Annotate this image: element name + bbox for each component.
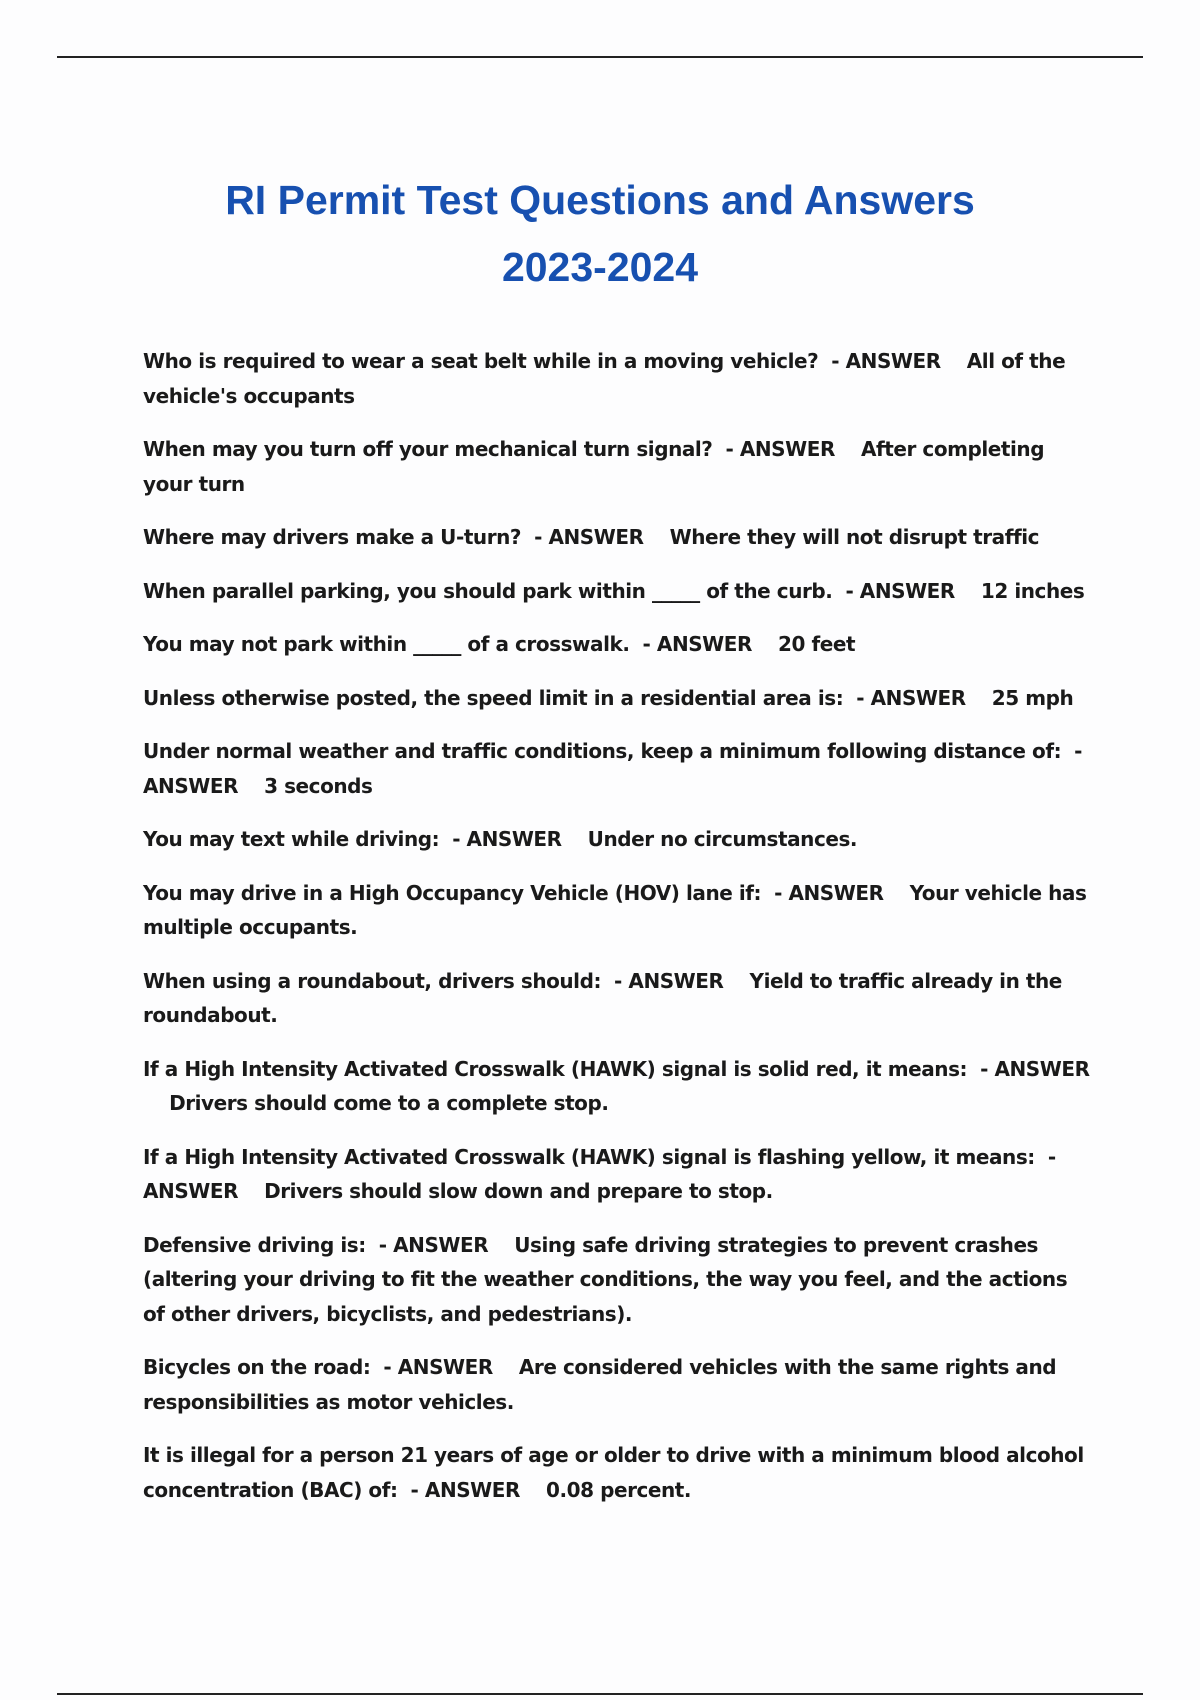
qa-list (143, 344, 1093, 1526)
answer-marker: - ANSWER (725, 437, 835, 461)
question-text: You may drive in a High Occupancy Vehicle (HOV) lane if: (143, 880, 762, 905)
answer-marker: - ANSWER (831, 349, 941, 373)
answer-text: All of the vehicle's occupants (143, 349, 1066, 408)
answer-text: Drivers should slow down and prepare to stop. (264, 1179, 773, 1203)
document-title (100, 167, 1100, 301)
question-text: Defensive driving is: (143, 1232, 366, 1257)
qa-item (143, 520, 1093, 555)
qa-item (143, 876, 1093, 945)
answer-text: Drivers should come to a complete stop. (169, 1091, 609, 1115)
qa-item (143, 734, 1093, 803)
question-text: You may text while driving: (143, 827, 440, 851)
answer-text: Under no circumstances. (587, 827, 858, 851)
question-text: It is illegal for a person 21 years of age or older to drive with a minimum blood alcohol concentration (BAC) of: (143, 1443, 1084, 1502)
answer-text: 3 seconds (264, 773, 373, 798)
qa-item (143, 1228, 1093, 1332)
answer-text: Where they will not disrupt traffic (669, 525, 1040, 549)
qa-item (143, 1140, 1093, 1209)
answer-text: 12 inches (980, 578, 1085, 603)
answer-text: Your vehicle has multiple occupants. (143, 880, 1087, 939)
qa-item (143, 344, 1093, 413)
answer-marker: - ANSWER (378, 1232, 489, 1257)
answer-marker: - ANSWER (980, 1056, 1090, 1081)
answer-text: 0.08 percent. (546, 1477, 692, 1502)
answer-marker: - ANSWER (143, 739, 1083, 798)
title-line-2: 2023-2024 (501, 244, 699, 291)
question-text: Under normal weather and traffic conditions, keep a minimum following distance of: (143, 739, 1062, 763)
answer-marker: - ANSWER (774, 880, 884, 905)
answer-text: After completing your turn (143, 437, 1045, 496)
answer-marker: - ANSWER (642, 632, 752, 656)
answer-text: Yield to traffic already in the roundabout. (143, 968, 1062, 1027)
qa-item (143, 1438, 1093, 1507)
top-rule (57, 56, 1143, 58)
answer-marker: - ANSWER (410, 1477, 520, 1502)
answer-text: 20 feet (778, 632, 856, 656)
answer-text: Using safe driving strategies to prevent crashes (altering your driving to fit the weather conditions, the way you feel, and the actions of other drivers, bicyclists, and pedestrians). (143, 1232, 1068, 1326)
answer-marker: - ANSWER (614, 968, 724, 993)
question-text: When parallel parking, you should park within _____ of the curb. (143, 578, 833, 603)
answer-marker: - ANSWER (856, 685, 966, 710)
answer-text: 25 mph (991, 685, 1074, 710)
title-line-1: RI Permit Test Questions and Answers (225, 177, 975, 224)
qa-item (143, 681, 1093, 716)
question-text: When may you turn off your mechanical turn signal? (143, 437, 713, 461)
answer-text: Are considered vehicles with the same rights and responsibilities as motor vehicles. (143, 1355, 1057, 1414)
qa-item (143, 627, 1093, 662)
question-text: Unless otherwise posted, the speed limit in a residential area is: (143, 685, 844, 710)
question-text: You may not park within _____ of a crosswalk. (143, 632, 630, 656)
question-text: Where may drivers make a U-turn? (143, 525, 522, 549)
qa-item (143, 964, 1093, 1033)
question-text: When using a roundabout, drivers should: (143, 968, 602, 993)
qa-item (143, 432, 1093, 501)
question-text: Who is required to wear a seat belt while in a moving vehicle? (143, 349, 819, 373)
answer-marker: - ANSWER (534, 525, 644, 549)
bottom-rule (57, 1693, 1143, 1695)
question-text: If a High Intensity Activated Crosswalk (HAWK) signal is solid red, it means: (143, 1056, 968, 1081)
answer-marker: - ANSWER (383, 1355, 493, 1379)
qa-item (143, 1350, 1093, 1419)
answer-marker: - ANSWER (143, 1144, 1056, 1203)
question-text: Bicycles on the road: (143, 1355, 371, 1379)
qa-item (143, 1052, 1093, 1121)
qa-item (143, 574, 1093, 609)
qa-item (143, 822, 1093, 857)
question-text: If a High Intensity Activated Crosswalk (HAWK) signal is flashing yellow, it means: (143, 1144, 1035, 1169)
answer-marker: - ANSWER (452, 827, 562, 851)
answer-marker: - ANSWER (845, 578, 955, 603)
